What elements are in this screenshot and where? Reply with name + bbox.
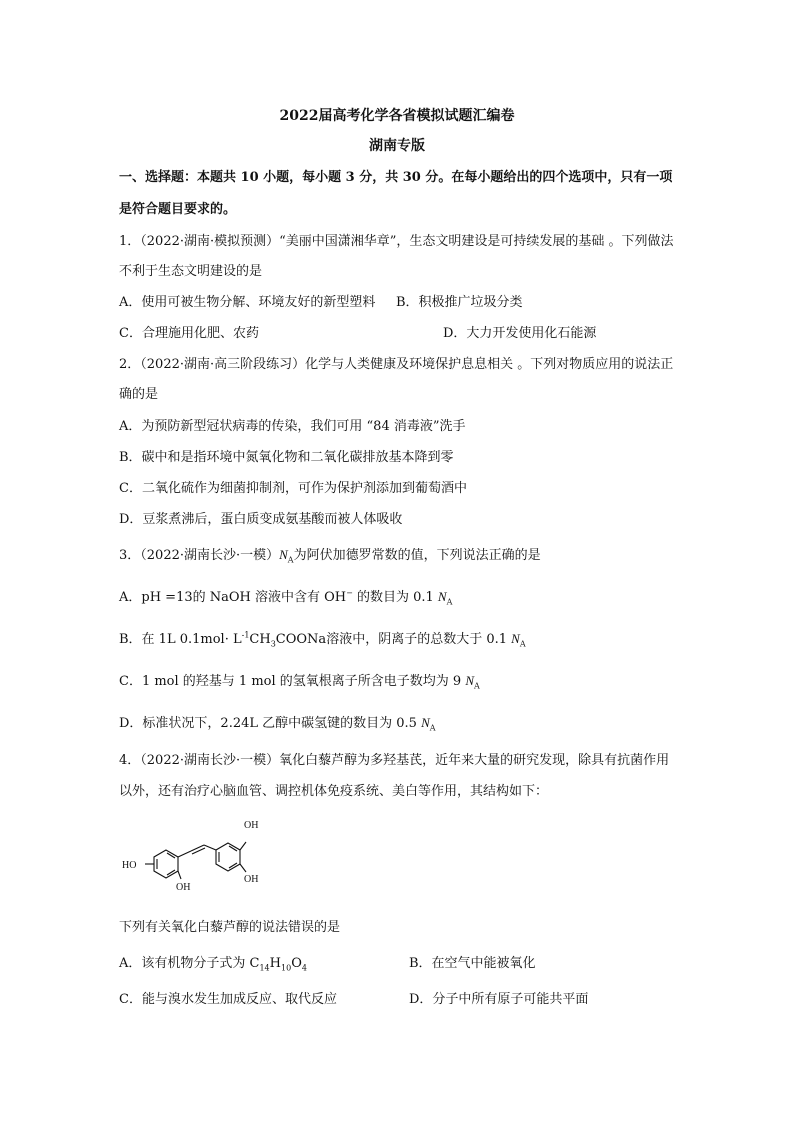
q4-stem-line2: 以外，还有治疗心脑血管、调控机体免疫系统、美白等作用，其结构如下： [119, 784, 549, 799]
q4-stem-line1: 4．（2022·湖南长沙·一模）氧化白藜芦醇为多羟基芪，近年来大量的研究发现，除具有抗菌作用 [119, 753, 670, 768]
avogadro-subscript: A [287, 555, 294, 565]
q1-option-d: D．大力开发使用化石能源 [443, 326, 597, 341]
q1-option-c: C．合理施用化肥、农药 [119, 326, 259, 341]
avogadro-subscript: A [519, 639, 526, 649]
vinyl-double-bond [191, 845, 204, 851]
avogadro-subscript: A [446, 597, 453, 607]
q3-stem-prefix: 3．（2022·湖南长沙·一模） [119, 548, 280, 563]
avogadro-symbol: N [421, 715, 430, 730]
left-benzene-ring [154, 850, 178, 878]
q3-stem [119, 544, 541, 565]
q4-a-sub-o: 4 [301, 963, 307, 973]
q1-stem-line2: 不利于生态文明建设的是 [119, 264, 263, 279]
label-ho-left: HO [122, 860, 137, 871]
label-oh-top: OH [244, 820, 259, 831]
q2-stem-line2: 确的是 [119, 387, 159, 402]
q2-option-a: A．为预防新型冠状病毒的传染，我们可用 “84 消毒液”洗手 [119, 419, 466, 434]
q1-option-a: A．使用可被生物分解、环境友好的新型塑料 [119, 295, 376, 310]
right-benzene-ring [216, 843, 240, 871]
q2-option-c: C．二氧化硫作为细菌抑制剂，可作为保护剂添加到葡萄酒中 [119, 481, 467, 496]
q3-option-b [119, 628, 526, 649]
q3-b-subscript: 3 [270, 639, 276, 649]
q4-a-h: H [269, 956, 281, 971]
q4-option-c: C．能与溴水发生加成反应、取代反应 [119, 992, 337, 1007]
label-oh-ortho: OH [176, 882, 191, 892]
q3-c-text: C．1 mol 的羟基与 1 mol 的氢氧根离子所含电子数均为 9 [119, 674, 466, 689]
q4-option-b: B．在空气中能被氧化 [409, 956, 536, 971]
q3-b-tail: 溶液中，阴离子的总数大于 0.1 [326, 632, 512, 647]
label-oh-bottom: OH [244, 874, 259, 885]
section-heading-line2: 是符合题目要求的。 [119, 202, 237, 217]
avogadro-symbol: N [511, 631, 520, 646]
q2-option-b: B．碳中和是指环境中氮氧化物和二氧化碳排放基本降到零 [119, 450, 454, 465]
q3-option-d [119, 712, 436, 733]
q4-question: 下列有关氧化白藜芦醇的说法错误的是 [119, 920, 341, 935]
q4-option-d: D．分子中所有原子可能共平面 [409, 992, 589, 1007]
q3-a-text: 的 NaOH 溶液中含有 OH [192, 590, 347, 605]
avogadro-symbol: N [465, 673, 474, 688]
q4-a-sub-h: 10 [281, 963, 292, 973]
q3-b-formula: CH [249, 632, 271, 647]
q4-a-o: O [291, 956, 302, 971]
vinyl-bond-1 [178, 851, 191, 857]
avogadro-symbol: N [437, 589, 447, 604]
q2-option-d: D．豆浆煮沸后，蛋白质变成氨基酸而被人体吸收 [119, 512, 403, 527]
q1-stem-line1: 1．（2022·湖南·模拟预测）“美丽中国潇湘华章”，生态文明建设是可持续发展的基础 。下列做法 [119, 234, 674, 249]
q3-b-formula-rest: COONa [275, 632, 327, 647]
q3-option-a [119, 586, 452, 607]
q3-a-tail: 的数目为 0.1 [352, 590, 438, 605]
oxyresveratrol-structure-diagram [118, 812, 278, 892]
avogadro-subscript: A [473, 681, 480, 691]
q3-a-charge: − [346, 588, 353, 598]
q3-a-ph: pH =13 [141, 590, 193, 605]
q4-option-a [119, 952, 307, 973]
q3-stem-suffix: 为阿伏加德罗常数的值，下列说法正确的是 [293, 548, 541, 563]
q2-stem-line1: 2．（2022·湖南·高三阶段练习）化学与人类健康及环境保护息息相关 。下列对物质应用的说法正 [119, 357, 674, 372]
q3-a-label: A． [119, 590, 142, 605]
vinyl-bond-2 [204, 845, 216, 850]
q3-b-exponent: -1 [241, 630, 250, 640]
document-subtitle: 湖南专版 [369, 138, 425, 154]
q3-b-text: B．在 1L 0.1mol· L [119, 632, 242, 647]
avogadro-symbol: N [279, 547, 288, 562]
q4-a-sub-c: 14 [259, 963, 270, 973]
q4-a-text: A．该有机物分子式为 C [119, 956, 260, 971]
q3-d-text: D．标准状况下，2.24L 乙醇中碳氢键的数目为 0.5 [119, 716, 422, 731]
q1-option-b: B．积极推广垃圾分类 [396, 295, 523, 310]
avogadro-subscript: A [429, 723, 436, 733]
section-heading-line1: 一、选择题：本题共 10 小题，每小题 3 分，共 30 分。在每小题给出的四个选项中，只有一项 [119, 170, 673, 185]
document-title: 2022届高考化学各省模拟试题汇编卷 [279, 108, 515, 124]
q3-option-c [119, 670, 480, 691]
